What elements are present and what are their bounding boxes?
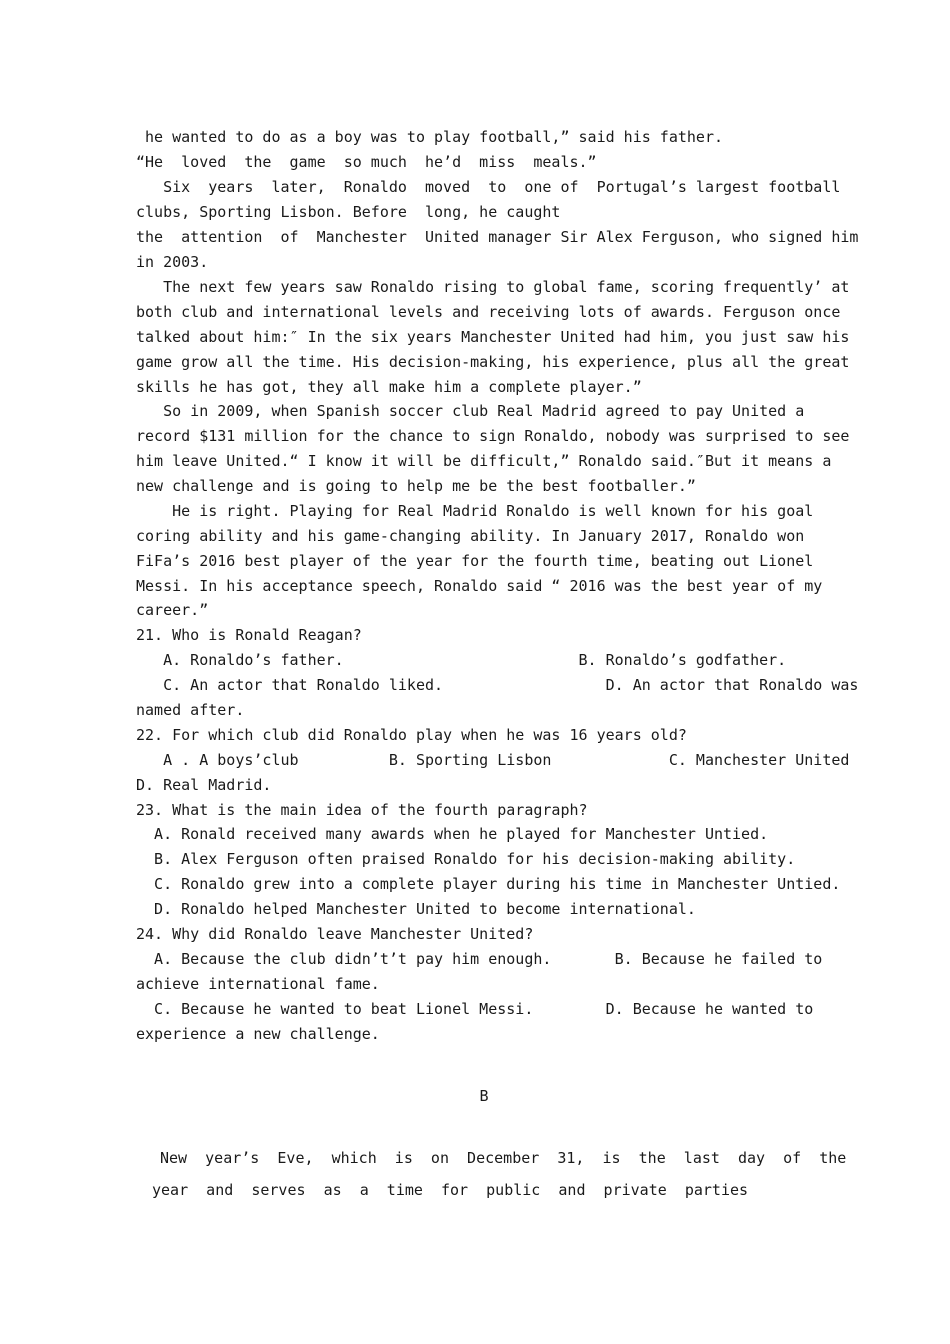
passage-line: game grow all the time. His decision-making, his experience, plus all the great [136,353,850,371]
passage-line: he wanted to do as a boy was to play football,” said his father. [136,128,723,146]
passage-b-line: year and serves as a time for public and private parties [152,1181,749,1199]
question-22-options-abc: A . A boys’club B. Sporting Lisbon C. Manchester United [136,751,850,769]
passage-line: career.” [136,601,209,619]
question-24-options-ab-cont: achieve international fame. [136,975,380,993]
question-24-stem: 24. Why did Ronaldo leave Manchester United? [136,925,534,943]
passage-line: talked about him:″ In the six years Manchester United had him, you just saw his [136,328,850,346]
question-24-options-cd: C. Because he wanted to beat Lionel Messi. D. Because he wanted to [136,1000,814,1018]
section-b-heading: B [479,1087,489,1105]
passage-line: Messi. In his acceptance speech, Ronaldo said “ 2016 was the best year of my [136,577,823,595]
passage-line: He is right. Playing for Real Madrid Ronaldo is well known for his goal [136,502,814,520]
question-21-options-cd: C. An actor that Ronaldo liked. D. An actor that Ronaldo was [136,676,859,694]
passage-line: So in 2009, when Spanish soccer club Real Madrid agreed to pay United a [136,402,805,420]
passage-line: record $131 million for the chance to sign Ronaldo, nobody was surprised to see [136,427,850,445]
question-23-option-d: D. Ronaldo helped Manchester United to become international. [136,900,696,918]
passage-line: coring ability and his game-changing ability. In January 2017, Ronaldo won [136,527,805,545]
question-23-stem: 23. What is the main idea of the fourth paragraph? [136,801,588,819]
passage-line: the attention of Manchester United manager Sir Alex Ferguson, who signed him [136,228,859,246]
passage-line: him leave United.“ I know it will be difficult,” Ronaldo said.″But it means a [136,452,832,470]
passage-line: FiFa’s 2016 best player of the year for the fourth time, beating out Lionel [136,552,814,570]
passage-line: The next few years saw Ronaldo rising to global fame, scoring frequently’ at [136,278,850,296]
question-24-options-ab: A. Because the club didn’t’t pay him enough. B. Because he failed to [136,950,823,968]
question-23-option-b: B. Alex Ferguson often praised Ronaldo for his decision-making ability. [136,850,796,868]
question-23-option-c: C. Ronaldo grew into a complete player during his time in Manchester Untied. [136,875,841,893]
question-21-options-ab: A. Ronaldo’s father. B. Ronaldo’s godfather. [136,651,787,669]
question-22-stem: 22. For which club did Ronaldo play when he was 16 years old? [136,726,687,744]
question-22-option-d: D. Real Madrid. [136,776,272,794]
passage-line: new challenge and is going to help me be the best footballer.” [136,477,696,495]
question-21-options-cd-cont: named after. [136,701,245,719]
passage-line: “He loved the game so much he’d miss meals.” [136,153,597,171]
passage-line: skills he has got, they all make him a complete player.” [136,378,642,396]
question-24-options-cd-cont: experience a new challenge. [136,1025,380,1043]
passage-line: clubs, Sporting Lisbon. Before long, he caught [136,203,561,221]
question-23-option-a: A. Ronald received many awards when he played for Manchester Untied. [136,825,769,843]
passage-line: in 2003. [136,253,209,271]
passage-line: both club and international levels and receiving lots of awards. Ferguson once [136,303,841,321]
passage-line: Six years later, Ronaldo moved to one of Portugal’s largest football [136,178,841,196]
passage-b-line: New year’s Eve, which is on December 31, is the last day of the [160,1149,847,1167]
question-21-stem: 21. Who is Ronald Reagan? [136,626,362,644]
